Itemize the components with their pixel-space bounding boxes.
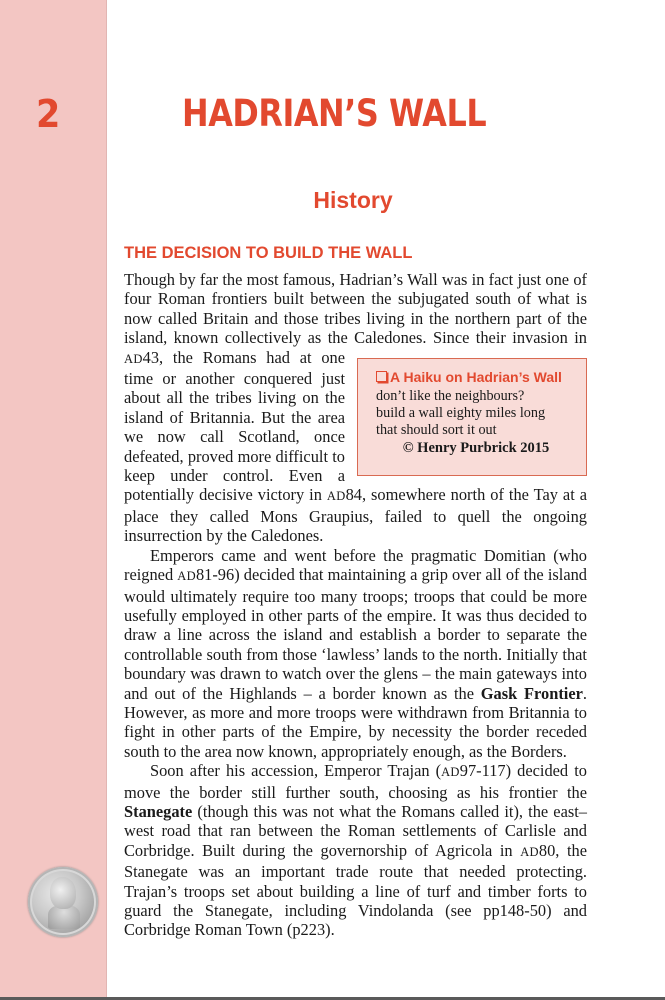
paragraph-1: Though by far the most famous, Hadrian’s Wall was in fact just one of four Roman frontiers built between the subjugated south of what is now called Britain and those tribes living in the northern part of the island, known collectively as the Caledones. Since their invasion in AD43, the Romans had at one A Haiku on Hadrian’s Wall don’t like the neighbours? build a wall eighty miles long that should sort it out © Henry Purbrick 2015 time or another conquered just about all the tribes living on the island of Britannia. But the area we now call Scotland, once defeated, proved more difficult to keep under control. Even a potentially decisive victory in AD84, somewhere north of the Tay at a place they called Mons Graupius, failed to quell the ongoing insurrection by the Caledones.: [124, 270, 588, 546]
sub-heading: THE DECISION TO BUILD THE WALL: [124, 244, 413, 262]
haiku-line: that should sort it out: [376, 422, 497, 439]
haiku-sidebar-box: [357, 358, 587, 476]
haiku-line: build a wall eighty miles long: [376, 405, 546, 422]
term-gask-frontier: Gask Frontier: [480, 683, 583, 703]
chapter-title: HADRIAN’S WALL: [182, 92, 487, 135]
paragraph-1-mid: 43, the Romans had at one A Haiku on Hadrian’s Wall don’t like the neighbours? build a wall eighty miles long that should sort it out © Henry Purbrick 2015 time or another conquered just about all the tribes living on the island of Britannia. But the area we now call Scotland, once defeated, proved more difficult to keep under control. Even a potentially decisive victory in: [124, 348, 345, 505]
coin-portrait-head: [50, 877, 76, 909]
checkbox-icon: [376, 371, 387, 382]
chapter-number: 2: [36, 92, 60, 136]
margin-band: [0, 0, 107, 997]
roman-coin-image: [28, 867, 98, 937]
haiku-line: don’t like the neighbours?: [376, 388, 525, 405]
haiku-credit: © Henry Purbrick 2015: [402, 440, 550, 457]
section-title: History: [313, 187, 393, 213]
body-text: [124, 270, 587, 940]
paragraph-3: Soon after his accession, Emperor Trajan (AD97-117) decided to move the border still further south, choosing as his frontier the Stanegate (though this was not what the Romans called it), the east–west road that ran between the Roman settlements of Carlisle and Corbridge. Built during the governorship of Agricola in AD80, the Stanegate was an important trade route that needed protecting. Trajan’s troops set about building a line of turf and timber forts to guard the Stanegate, including Vindolanda (see pp148-50) and Corbridge Roman Town (p223).: [124, 761, 587, 940]
term-stanegate: Stanegate: [124, 801, 193, 821]
haiku-title: A Haiku on Hadrian’s Wall: [376, 368, 576, 387]
paragraph-2: Emperors came and went before the pragmatic Domitian (who reigned AD81-96) decided that maintaining a grip over all of the island would ultimately require too many troops; troops that could be more usefully employed in other parts of the empire. It was thus decided to draw a line across the island and establish a border to separate the controllable south from those ‘lawless’ lands to the north. Initially that boundary was drawn to watch over the glens – the main gateways into and out of the Highlands – a border known as the Gask Frontier. However, as more and more troops were withdrawn from Britannia to fight in other parts of the Empire, by necessity the border receded south to the area now known, appropriately enough, as the Borders.: [124, 545, 587, 761]
